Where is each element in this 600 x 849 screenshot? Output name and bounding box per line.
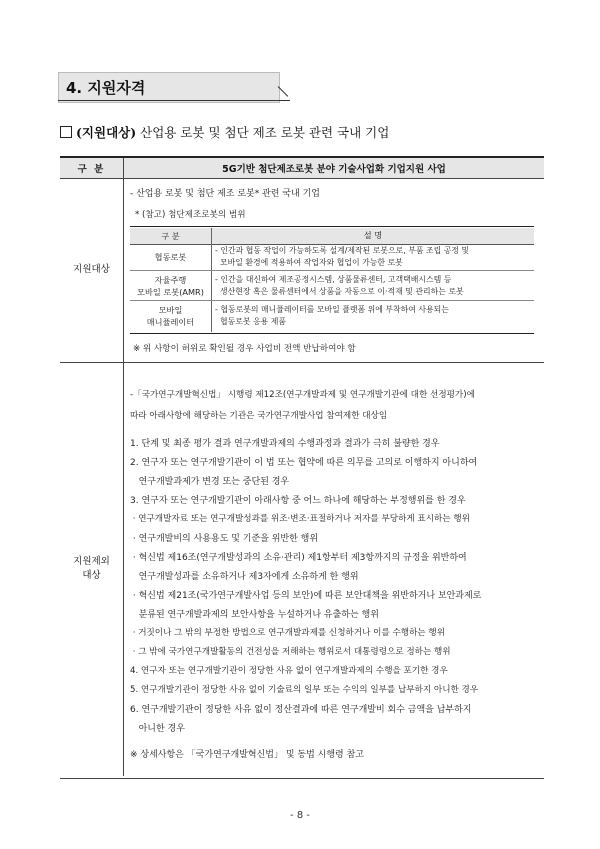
exclusion-line: 연구개발과제가 변경 또는 중단된 경우 [130,477,290,487]
exclusion-line: 6. 연구개발기관이 정당한 사유 없이 정산결과에 따른 연구개발비 회수 금액을 납부하지 [130,705,472,715]
robot-type-name: 협동로봇 [154,252,187,262]
exclusion-line: 아니한 경우 [130,724,185,734]
robot-scope-row-divider [130,270,534,271]
exclusion-line: 2. 연구자 또는 연구개발기관이 이 법 또는 협약에 따른 의무를 고의로 이행하지 아니하여 [130,458,478,468]
robot-type-desc: - 인간을 대신하여 제조공정시스템, 상품물류센터, 고객택배시스템 등 생산현장 혹은 물류센터에서 상품을 자동으로 이·적재 및 관리하는 로봇 [215,275,464,296]
row1-note: ※ 위 사항이 허위로 확인될 경우 사업비 전액 반납하여야 함 [133,344,356,354]
exclusion-note: ※ 상세사항은 「국가연구개발혁신법」 및 동법 시행령 참고 [130,750,364,760]
robot-scope-head-desc: 설 명 [363,230,383,240]
section-heading-underline [58,100,290,101]
exclusion-line: -「국가연구개발혁신법」 시행령 제12조(연구개발과제 및 연구개발기관에 대한 선정평가)에 [130,390,475,400]
robot-type-desc: - 인간과 협동 작업이 가능하도록 설계/제작된 로봇으로, 부품 조립 공정 및 모바일 환경에 적용하여 작업자와 협업이 가능한 로봇 [215,246,470,267]
robot-scope-row-divider [130,300,534,301]
exclusion-line: 4. 연구자 또는 연구개발기관이 정당한 사유 없이 연구개발과제의 수행을 포기한 경우 [130,666,448,676]
table-column-divider [123,158,124,776]
row1-line2: * (참고) 첨단제조로봇의 범위 [135,210,246,220]
table-row-divider [60,362,544,363]
subheading-tag: (지원대상) [76,125,137,140]
exclusion-line: 5. 연구개발기관이 정당한 사유 없이 기술료의 일부 또는 수익의 일부를 납부하지 아니한 경우 [130,685,479,695]
robot-scope-head-category: 구 분 [161,231,180,241]
row1-line1: - 산업용 로봇 및 첨단 제조 로봇* 관련 국내 기업 [130,189,320,199]
exclusion-line: · 거짓이나 그 밖의 부정한 방법으로 연구개발과제를 신청하거나 이를 수행하는 행위 [130,628,446,638]
robot-type-desc: - 협동로봇의 매니퓰레이터를 모바일 플랫폼 위에 부착하여 사용되는 협동로봇 응용 제품 [215,305,449,326]
checkbox-icon [60,126,72,138]
robot-scope-divider [211,228,212,332]
section-title: 4. 지원자격 [66,79,146,97]
robot-type-name: 자율주행 모바일 로봇(AMR) [137,275,204,297]
exclusion-line: 따라 아래사항에 해당하는 기관은 국가연구개발사업 참여제한 대상임 [130,411,388,421]
subheading-text: 산업용 로봇 및 첨단 제조 로봇 관련 국내 기업 [140,125,390,140]
table-header-title: 5G기반 첨단제조로봇 분야 기술사업화 기업지원 사업 [222,164,446,175]
exclusion-line: 3. 연구자 또는 연구개발기관이 아래사항 중 어느 하나에 해당하는 부정행위를 한 경우 [130,496,466,506]
robot-type-name: 모바일 매니퓰레이터 [146,305,195,327]
exclusion-line: · 혁신법 제21조(국가연구개발사업 등의 보안)에 따른 보안대책을 위반하거나 보안과제로 [130,591,482,601]
exclusion-line: 분류된 연구개발과제의 보안사항을 누설하거나 유출하는 행위 [130,610,379,620]
exclusion-line: · 연구개발자료 또는 연구개발성과를 위조·변조·표절하거나 저자를 부당하게 표시하는 행위 [130,514,470,524]
page-number: - 8 - [290,810,310,821]
table-header-category: 구 분 [77,164,106,175]
row-label-eligible: 지원대상 [73,264,110,275]
exclusion-line: · 그 밖에 국가연구개발활동의 건전성을 저해하는 행위로서 대통령령으로 정하는 행위 [130,647,451,657]
exclusion-line: 연구개발성과를 소유하거나 제3자에게 소유하게 한 행위 [130,572,359,582]
exclusion-line: · 혁신법 제16조(연구개발성과의 소유·관리) 제1항부터 제3항까지의 규정을 위반하여 [130,553,467,563]
row-label-excluded: 지원제외 대상 [73,556,110,581]
subheading [60,123,389,141]
exclusion-line: 1. 단계 및 최종 평가 결과 연구개발과제의 수행과정과 결과가 극히 불량한 경우 [130,439,440,449]
exclusion-list [130,388,542,766]
exclusion-line: · 연구개발비의 사용용도 및 기준을 위반한 행위 [130,534,319,544]
